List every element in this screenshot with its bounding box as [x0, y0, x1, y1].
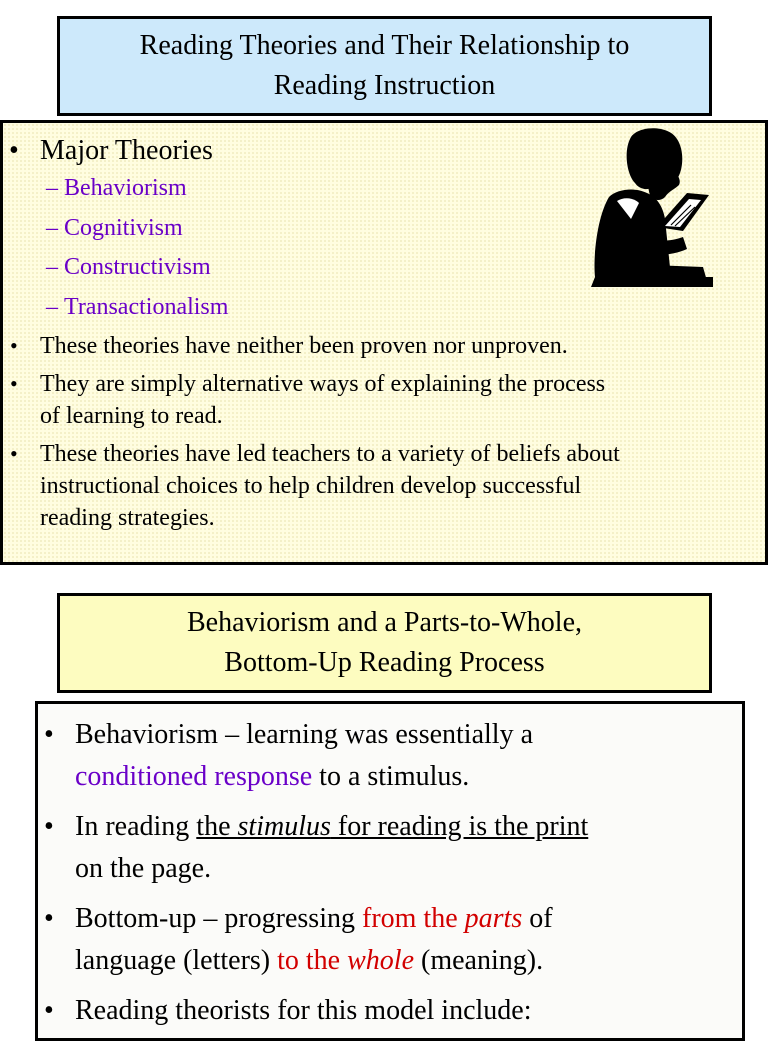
major-theories-label: Major Theories: [40, 135, 213, 166]
list-item-behaviorism-definition: [44, 714, 725, 798]
bullet-icon: •: [44, 903, 54, 934]
bullet-text: Reading theorists for this model include:: [75, 995, 532, 1026]
bullet-text: of: [522, 903, 553, 934]
list-item-point-2: [10, 368, 760, 432]
list-item-theorists: [44, 990, 725, 1032]
dash-icon: –: [46, 254, 58, 281]
slide2-title-line1: Behaviorism and a Parts-to-Whole,: [186, 607, 582, 638]
theory-label: Cognitivism: [64, 214, 183, 241]
theory-item-behaviorism: [46, 172, 760, 204]
dash-icon: –: [46, 175, 58, 201]
bullet-text: to a stimulus.: [312, 761, 470, 792]
theory-label: Constructivism: [64, 254, 211, 281]
bullet-icon: •: [10, 441, 18, 467]
point-text: They are simply alternative ways of explaining the process: [40, 371, 606, 398]
point-text: reading strategies.: [40, 505, 215, 532]
list-item-point-1: [10, 330, 760, 362]
bullet-icon: •: [44, 995, 54, 1026]
slide2-bullet-list: [44, 714, 725, 1040]
underlined-phrase: [196, 811, 588, 842]
bullet-text: Bottom-up – progressing: [75, 903, 362, 934]
theory-label: Behaviorism: [64, 175, 187, 201]
theory-item-constructivism: [46, 251, 760, 283]
list-item-major-theories: [9, 135, 760, 167]
theory-label: Transactionalism: [64, 293, 229, 320]
slide2-title-line2: Bottom-Up Reading Process: [224, 647, 545, 678]
red-phrase: from the: [362, 903, 465, 934]
theory-item-cognitivism: [46, 212, 760, 244]
slide1-title-box: [57, 16, 712, 116]
bullet-icon: •: [44, 811, 54, 842]
conditioned-response-highlight: conditioned response: [75, 761, 313, 792]
whole-italic: whole: [347, 945, 415, 976]
bullet-icon: •: [44, 719, 54, 750]
theory-item-transactionalism: [46, 291, 760, 323]
slide1-content-box: [0, 120, 768, 565]
dash-icon: –: [46, 214, 58, 241]
slide2-title-box: [57, 593, 712, 693]
red-phrase: to the: [277, 945, 348, 976]
slide1-title-line2: Reading Instruction: [273, 70, 496, 101]
bullet-icon: •: [10, 333, 18, 359]
bullet-icon: •: [9, 135, 19, 166]
dash-icon: –: [46, 293, 58, 320]
point-text: instructional choices to help children develop successful: [40, 473, 582, 500]
bullet-text: on the page.: [75, 853, 212, 884]
bullet-text: (meaning).: [414, 945, 544, 976]
point-text: of learning to read.: [40, 403, 223, 430]
parts-italic: parts: [464, 903, 523, 934]
bullet-text: the: [196, 811, 238, 842]
point-text: These theories have neither been proven nor unproven.: [40, 333, 568, 360]
slide1-bullet-list: [9, 135, 760, 540]
slide1-title-line1: Reading Theories and Their Relationship to: [139, 30, 630, 61]
bullet-text: Behaviorism – learning was essentially a: [75, 719, 533, 750]
list-item-bottom-up: [44, 898, 725, 982]
list-item-point-3: [10, 438, 760, 534]
list-item-stimulus: [44, 806, 725, 890]
bullet-text: for reading is the print: [330, 811, 589, 842]
bullet-text: In reading: [75, 811, 197, 842]
bullet-text: language (letters): [75, 945, 278, 976]
point-text: These theories have led teachers to a variety of beliefs about: [40, 441, 620, 468]
stimulus-italic: stimulus: [237, 811, 331, 842]
bullet-icon: •: [10, 371, 18, 397]
slide2-content-box: [35, 701, 745, 1041]
